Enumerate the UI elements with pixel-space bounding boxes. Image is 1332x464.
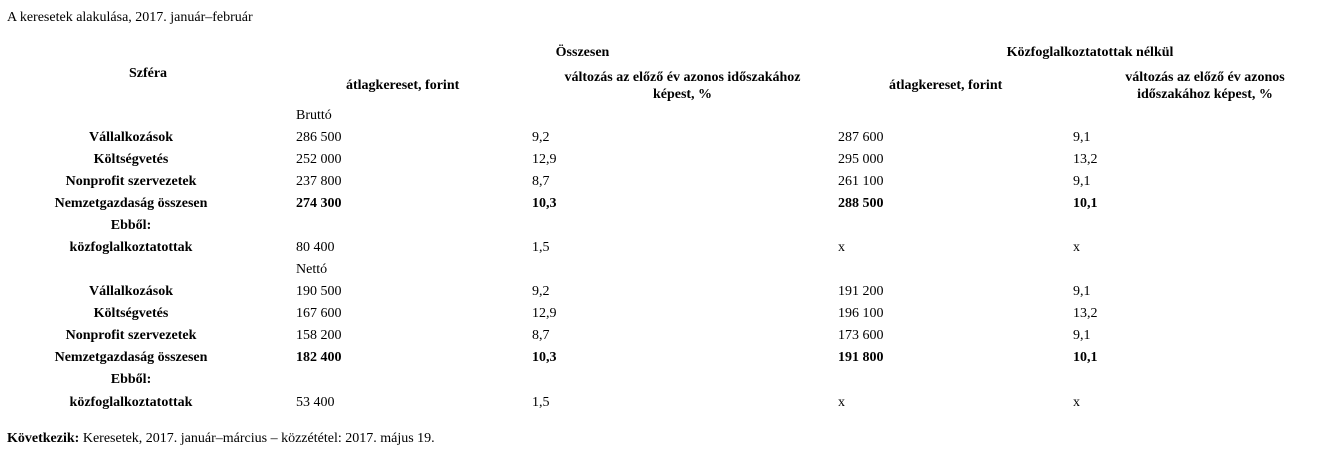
cell-valtozas-nelkul: 9,1 <box>1073 284 1091 299</box>
cell-valtozas-nelkul: 13,2 <box>1073 152 1098 167</box>
cell-valtozas-osszesen: 1,5 <box>532 395 550 410</box>
cell-atlag-nelkul: x <box>838 395 845 410</box>
cell-valtozas-osszesen: 10,3 <box>532 196 557 211</box>
page-title: A keresetek alakulása, 2017. január–február <box>7 10 253 25</box>
table-row <box>0 171 1332 193</box>
cell-valtozas-nelkul: x <box>1073 395 1080 410</box>
table-row <box>0 325 1332 347</box>
cell-atlag-nelkul: 261 100 <box>838 174 884 189</box>
row-label: Vállalkozások <box>88 284 173 299</box>
cell-atlag-osszesen: 158 200 <box>296 328 342 343</box>
section-label-brutto: Bruttó <box>296 108 332 123</box>
table-row-total <box>0 193 1332 215</box>
header-valtozas-1-line1: változás az előző év azonos időszakához <box>564 70 801 85</box>
cell-atlag-nelkul: 191 800 <box>838 350 884 365</box>
header-kozfog-nelkul: Közfoglalkoztatottak nélkül <box>1006 45 1174 60</box>
cell-valtozas-osszesen: 10,3 <box>532 350 557 365</box>
cell-atlag-nelkul: 196 100 <box>838 306 884 321</box>
cell-valtozas-nelkul: 9,1 <box>1073 130 1091 145</box>
cell-valtozas-nelkul: 9,1 <box>1073 174 1091 189</box>
table-row-total <box>0 347 1332 369</box>
cell-atlag-osszesen: 190 500 <box>296 284 342 299</box>
table-row <box>0 149 1332 171</box>
header-valtozas-1-line2: képest, % <box>652 87 713 102</box>
cell-valtozas-nelkul: 10,1 <box>1073 350 1098 365</box>
row-label: Nonprofit szervezetek <box>65 328 197 343</box>
cell-atlag-osszesen: 182 400 <box>296 350 342 365</box>
row-label: Ebből: <box>110 372 152 387</box>
cell-valtozas-osszesen: 8,7 <box>532 174 550 189</box>
cell-valtozas-osszesen: 12,9 <box>532 152 557 167</box>
row-label: Nemzetgazdaság összesen <box>54 350 208 365</box>
cell-atlag-osszesen: 286 500 <box>296 130 342 145</box>
cell-atlag-nelkul: 287 600 <box>838 130 884 145</box>
cell-valtozas-osszesen: 9,2 <box>532 284 550 299</box>
footer-text: Keresetek, 2017. január–március – közzététel: 2017. május 19. <box>79 431 435 446</box>
cell-atlag-osszesen: 252 000 <box>296 152 342 167</box>
cell-atlag-osszesen: 53 400 <box>296 395 335 410</box>
cell-atlag-nelkul: 288 500 <box>838 196 884 211</box>
header-valtozas-2 <box>1100 69 1310 103</box>
header-valtozas-2-line2: időszakához képest, % <box>1137 87 1273 102</box>
table-row <box>0 237 1332 259</box>
footer-note <box>7 431 435 447</box>
header-atlag-2: átlagkereset, forint <box>889 78 1003 93</box>
row-label: Költségvetés <box>93 152 169 167</box>
header-valtozas-1 <box>540 69 825 103</box>
cell-atlag-osszesen: 274 300 <box>296 196 342 211</box>
row-label: Nemzetgazdaság összesen <box>54 196 208 211</box>
table-row <box>0 303 1332 325</box>
cell-atlag-nelkul: 173 600 <box>838 328 884 343</box>
header-osszesen: Összesen <box>555 45 610 60</box>
cell-atlag-osszesen: 237 800 <box>296 174 342 189</box>
cell-valtozas-nelkul: 10,1 <box>1073 196 1098 211</box>
table-row <box>0 127 1332 149</box>
row-label: Nonprofit szervezetek <box>65 174 197 189</box>
cell-valtozas-osszesen: 9,2 <box>532 130 550 145</box>
table-row-ebbol <box>0 369 1332 391</box>
cell-atlag-nelkul: x <box>838 240 845 255</box>
cell-atlag-nelkul: 191 200 <box>838 284 884 299</box>
cell-atlag-osszesen: 167 600 <box>296 306 342 321</box>
cell-atlag-nelkul: 295 000 <box>838 152 884 167</box>
table-row <box>0 392 1332 414</box>
cell-valtozas-osszesen: 12,9 <box>532 306 557 321</box>
header-szfera: Szféra <box>128 66 168 81</box>
footer-label: Következik: <box>7 431 80 446</box>
cell-valtozas-osszesen: 8,7 <box>532 328 550 343</box>
header-atlag-1: átlagkereset, forint <box>346 78 460 93</box>
table-row <box>0 281 1332 303</box>
row-label: Vállalkozások <box>88 130 173 145</box>
table-row-ebbol <box>0 215 1332 237</box>
section-label-netto: Nettó <box>296 262 328 277</box>
row-label: közfoglalkoztatottak <box>69 240 193 255</box>
row-label: Ebből: <box>110 218 152 233</box>
cell-valtozas-osszesen: 1,5 <box>532 240 550 255</box>
header-valtozas-2-line1: változás az előző év azonos <box>1125 70 1285 85</box>
row-label: Költségvetés <box>93 306 169 321</box>
cell-atlag-osszesen: 80 400 <box>296 240 335 255</box>
cell-valtozas-nelkul: x <box>1073 240 1080 255</box>
cell-valtozas-nelkul: 13,2 <box>1073 306 1098 321</box>
row-label: közfoglalkoztatottak <box>69 395 193 410</box>
cell-valtozas-nelkul: 9,1 <box>1073 328 1091 343</box>
